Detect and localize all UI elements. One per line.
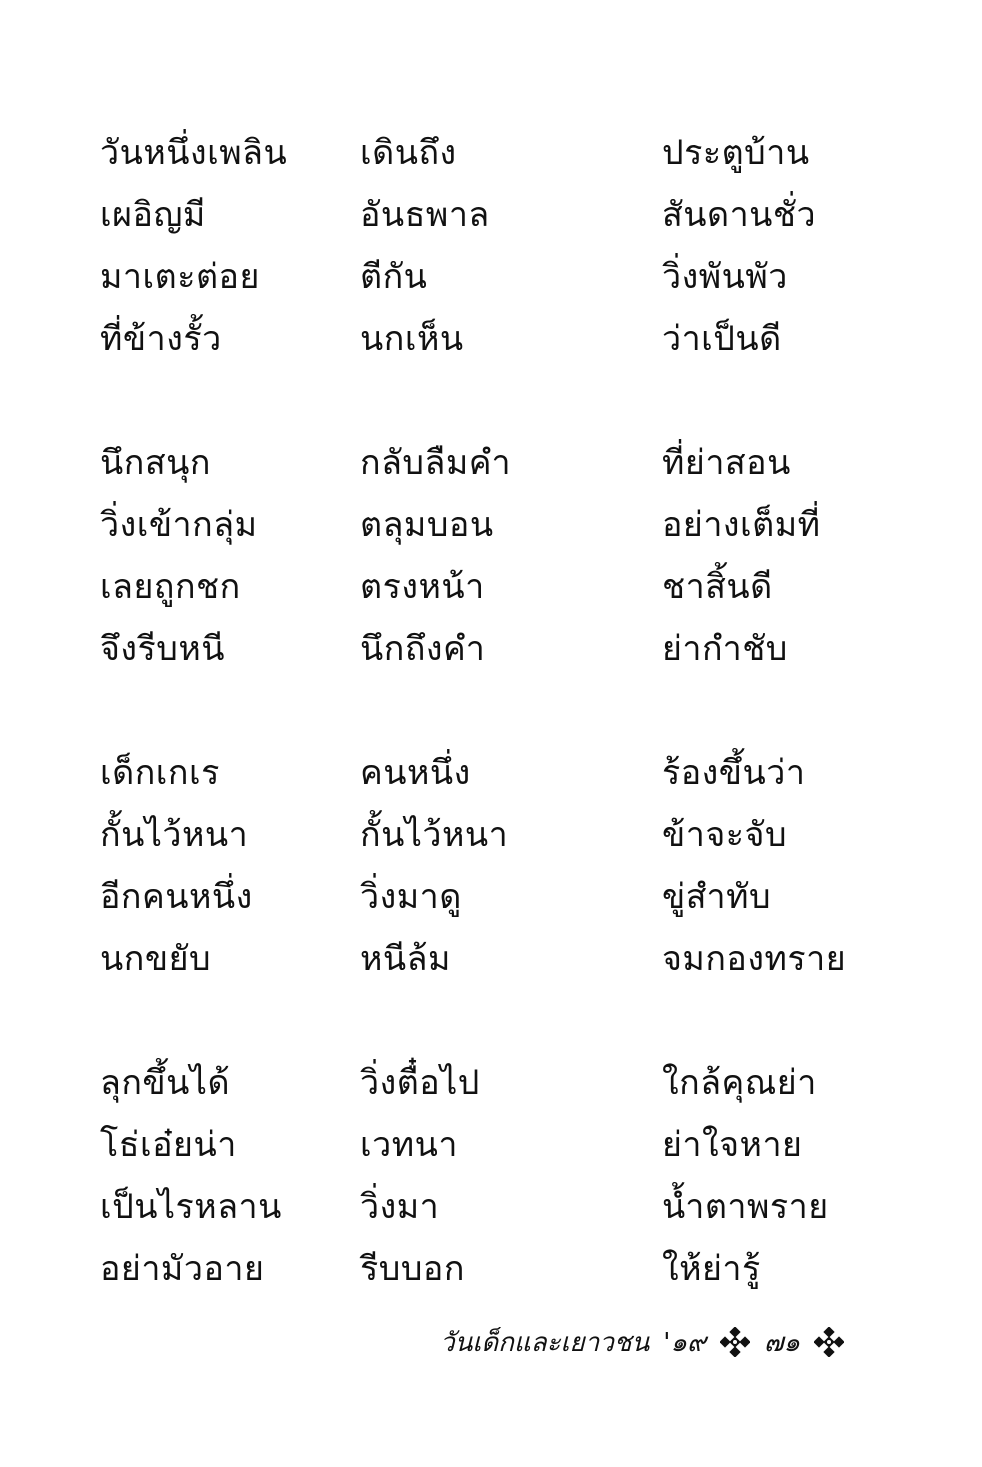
verse-phrase: คนหนึ่ง <box>360 753 471 793</box>
stanza-1 <box>0 122 982 370</box>
verse-phrase: วิ่งมาดู <box>360 877 462 917</box>
verse-line <box>0 308 982 370</box>
verse-phrase: เผอิญมี <box>100 195 206 235</box>
verse-phrase: สันดานชั่ว <box>662 195 817 235</box>
verse-line <box>0 804 982 866</box>
verse-phrase: เป็นไรหลาน <box>100 1187 282 1227</box>
verse-phrase: ว่าเป็นดี <box>662 319 782 359</box>
verse-phrase: ย่าใจหาย <box>662 1125 803 1165</box>
verse-phrase: ที่ย่าสอน <box>662 443 791 483</box>
verse-phrase: อย่ามัวอาย <box>100 1249 265 1289</box>
diamond-ornament-icon <box>720 1327 750 1357</box>
verse-phrase: มาเตะต่อย <box>100 257 260 297</box>
verse-line <box>0 556 982 618</box>
verse-line <box>0 494 982 556</box>
verse-phrase: ลุกขึ้นได้ <box>100 1063 231 1103</box>
verse-phrase: ตรงหน้า <box>360 567 485 607</box>
verse-phrase: ย่ากำชับ <box>662 629 788 669</box>
verse-phrase: กลับลืมคำ <box>360 443 512 483</box>
verse-phrase: จมกองทราย <box>662 939 847 979</box>
verse-phrase: เด็กเกเร <box>100 753 220 793</box>
verse-line <box>0 1238 982 1300</box>
verse-phrase: อย่างเต็มที่ <box>662 505 821 545</box>
page-number: ๗๑ <box>764 1327 801 1358</box>
verse-phrase: อีกคนหนึ่ง <box>100 877 253 917</box>
footer-title: วันเด็กและเยาวชน <box>440 1327 650 1358</box>
verse-line <box>0 184 982 246</box>
verse-line <box>0 1176 982 1238</box>
verse-line <box>0 866 982 928</box>
footer-year: '๑๙ <box>663 1327 706 1358</box>
verse-phrase: รีบบอก <box>360 1249 465 1289</box>
verse-phrase: ขู่สำทับ <box>662 877 772 917</box>
verse-phrase: วันหนึ่งเพลิน <box>100 133 288 173</box>
verse-phrase: น้ำตาพราย <box>662 1187 829 1227</box>
page-footer <box>440 1318 900 1366</box>
stanza-3 <box>0 742 982 990</box>
verse-phrase: วิ่งเข้ากลุ่ม <box>100 505 258 545</box>
verse-phrase: ชาสิ้นดี <box>662 567 773 607</box>
verse-phrase: เดินถึง <box>360 133 457 173</box>
verse-line <box>0 742 982 804</box>
verse-phrase: โธ่เอ๋ยน่า <box>100 1125 237 1165</box>
verse-line <box>0 618 982 680</box>
verse-phrase: เลยถูกชก <box>100 567 241 607</box>
verse-line <box>0 432 982 494</box>
verse-phrase: นกขยับ <box>100 939 212 979</box>
verse-line <box>0 122 982 184</box>
verse-phrase: จึงรีบหนี <box>100 629 226 669</box>
verse-phrase: กั้นไว้หนา <box>100 815 249 855</box>
verse-phrase: ตีกัน <box>360 257 428 297</box>
verse-line <box>0 928 982 990</box>
verse-phrase: ข้าจะจับ <box>662 815 788 855</box>
verse-phrase: ที่ข้างรั้ว <box>100 319 222 359</box>
verse-phrase: ใกล้คุณย่า <box>662 1063 817 1103</box>
stanza-4 <box>0 1052 982 1300</box>
verse-phrase: ประตูบ้าน <box>662 133 810 173</box>
verse-phrase: นึกถึงคำ <box>360 629 486 669</box>
verse-phrase: วิ่งพันพัว <box>662 257 788 297</box>
diamond-ornament-icon <box>814 1327 844 1357</box>
verse-line <box>0 1052 982 1114</box>
verse-phrase: ร้องขึ้นว่า <box>662 753 806 793</box>
verse-phrase: วิ่งตื๋อไป <box>360 1063 480 1103</box>
verse-line <box>0 1114 982 1176</box>
verse-phrase: ตลุมบอน <box>360 505 494 545</box>
verse-phrase: ให้ย่ารู้ <box>662 1249 761 1289</box>
verse-phrase: นกเห็น <box>360 319 464 359</box>
verse-phrase: เวทนา <box>360 1125 458 1165</box>
verse-phrase: หนีล้ม <box>360 939 451 979</box>
verse-phrase: กั้นไว้หนา <box>360 815 509 855</box>
verse-phrase: นึกสนุก <box>100 443 211 483</box>
verse-phrase: วิ่งมา <box>360 1187 440 1227</box>
verse-phrase: อันธพาล <box>360 195 490 235</box>
stanza-2 <box>0 432 982 680</box>
verse-line <box>0 246 982 308</box>
